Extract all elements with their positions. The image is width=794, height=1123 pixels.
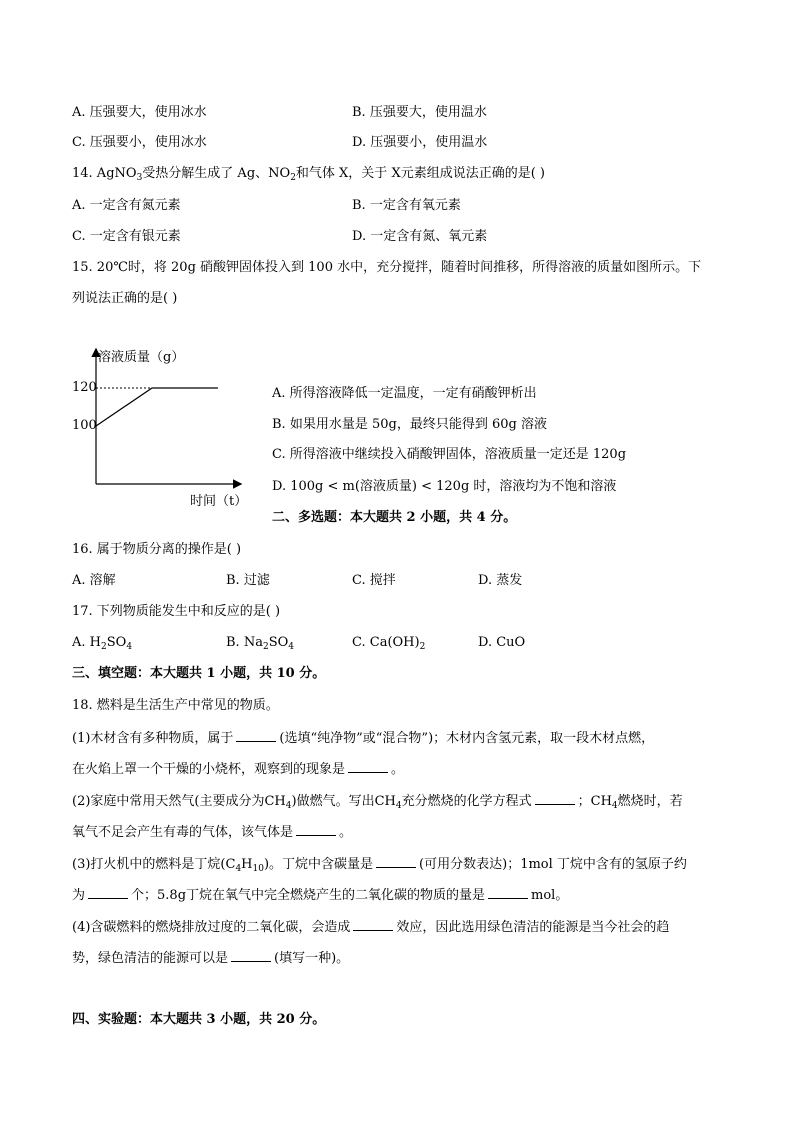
q14-stem: 14. AgNO$_3$受热分解生成了 Ag、$NO_2$和气体 X，关于 X元素组成说法正确的是( ) — [72, 166, 545, 183]
section-title-multiple-choice: 二、多选题：本大题共 2 小题，共 4 分。 — [272, 510, 517, 525]
q18-part3-line2: 为 个；5.8g丁烷在氧气中完全燃烧产生的二氧化碳的物质的量是 mol。 — [72, 888, 569, 903]
answer-blank[interactable] — [296, 823, 336, 836]
series-line — [96, 388, 218, 426]
answer-blank[interactable] — [88, 886, 128, 899]
q18-part1-line2: 在火焰上罩一个干燥的小烧杯，观察到的现象是 。 — [72, 762, 405, 777]
q16-option-d: D. 蒸发 — [478, 573, 523, 588]
q15-stem-line2: 列说法正确的是( ) — [72, 291, 178, 306]
section-title-experiment: 四、实验题：本大题共 3 小题，共 20 分。 — [72, 1012, 326, 1027]
answer-blank[interactable] — [236, 729, 276, 742]
section-title-fill-in: 三、填空题：本大题共 1 小题，共 10 分。 — [72, 666, 326, 681]
q18-part4-line2: 势，绿色清洁的能源可以是 (填写一种)。 — [72, 951, 350, 966]
q16-option-c: C. 搅拌 — [352, 573, 396, 588]
q15-option-a: A. 所得溶液降低一定温度，一定有硝酸钾析出 — [272, 386, 537, 401]
q14-option-a: A. 一定含有氮元素 — [72, 198, 181, 213]
q13-option-b: B. 压强要大，使用温水 — [352, 105, 487, 120]
x-axis-label: 时间（t） — [190, 494, 248, 509]
y-axis-label: 溶液质量（g） — [98, 350, 185, 365]
q15-option-c: C. 所得溶液中继续投入硝酸钾固体，溶液质量一定还是 120g — [272, 447, 627, 462]
q14-option-b: B. 一定含有氧元素 — [352, 198, 461, 213]
q18-part2-line1: (2)家庭中常用天然气(主要成分为$CH_4$)做燃气。写出$CH_4$充分燃烧的化学方程式 ；$CH_4$燃烧时，若 — [72, 794, 683, 811]
y-tick-label: 100 — [72, 418, 97, 433]
q16-option-b: B. 过滤 — [226, 573, 270, 588]
q17-option-d: D. CuO — [478, 635, 526, 650]
q15-chart — [60, 340, 270, 510]
q18-part1-line1: (1)木材含有多种物质，属于 (选填“纯净物”或“混合物”)；木材内含氢元素，取一段木材点燃， — [72, 731, 655, 746]
q13-option-c: C. 压强要小，使用冰水 — [72, 135, 207, 150]
q14-option-c: C. 一定含有银元素 — [72, 229, 181, 244]
q16-stem: 16. 属于物质分离的操作是( ) — [72, 542, 242, 557]
q13-option-d: D. 压强要小，使用温水 — [352, 135, 488, 150]
answer-blank[interactable] — [353, 918, 393, 931]
q13-option-a: A. 压强要大，使用冰水 — [72, 105, 207, 120]
q16-option-a: A. 溶解 — [72, 573, 116, 588]
answer-blank[interactable] — [348, 760, 388, 773]
q17-option-b: B. $Na_2SO_4$ — [226, 635, 294, 652]
q17-option-a: A. $H_2SO_4$ — [72, 635, 133, 652]
q14-option-d: D. 一定含有氮、氧元素 — [352, 229, 488, 244]
q18-part2-line2: 氧气不足会产生有毒的气体，该气体是 。 — [72, 825, 353, 840]
q15-option-b: B. 如果用水量是 50g，最终只能得到 60g 溶液 — [272, 417, 547, 432]
q17-stem: 17. 下列物质能发生中和反应的是( ) — [72, 604, 281, 619]
q17-option-c: C. $Ca(OH)_2$ — [352, 635, 426, 652]
q18-part3-line1: (3)打火机中的燃料是丁烷$(C_4H_{10})$。丁烷中含碳量是 (可用分数表达)；1mol 丁烷中含有的氢原子约 — [72, 857, 687, 874]
q15-stem-line1: 15. 20℃时，将 20g 硝酸钾固体投入到 100 水中，充分搅拌，随着时间推移，所得溶液的质量如图所示。下 — [72, 260, 702, 275]
answer-blank[interactable] — [488, 886, 528, 899]
y-tick-label: 120 — [72, 380, 97, 395]
answer-blank[interactable] — [535, 792, 575, 805]
q18-part4-line1: (4)含碳燃料的燃烧排放过度的二氧化碳，会造成 效应，因此选用绿色清洁的能源是当今社会的趋 — [72, 920, 670, 935]
q15-option-d: D. 100g < m(溶液质量) < 120g 时，溶液均为不饱和溶液 — [272, 479, 617, 494]
answer-blank[interactable] — [231, 949, 271, 962]
q18-stem: 18. 燃料是生活生产中常见的物质。 — [72, 698, 279, 713]
answer-blank[interactable] — [376, 855, 416, 868]
